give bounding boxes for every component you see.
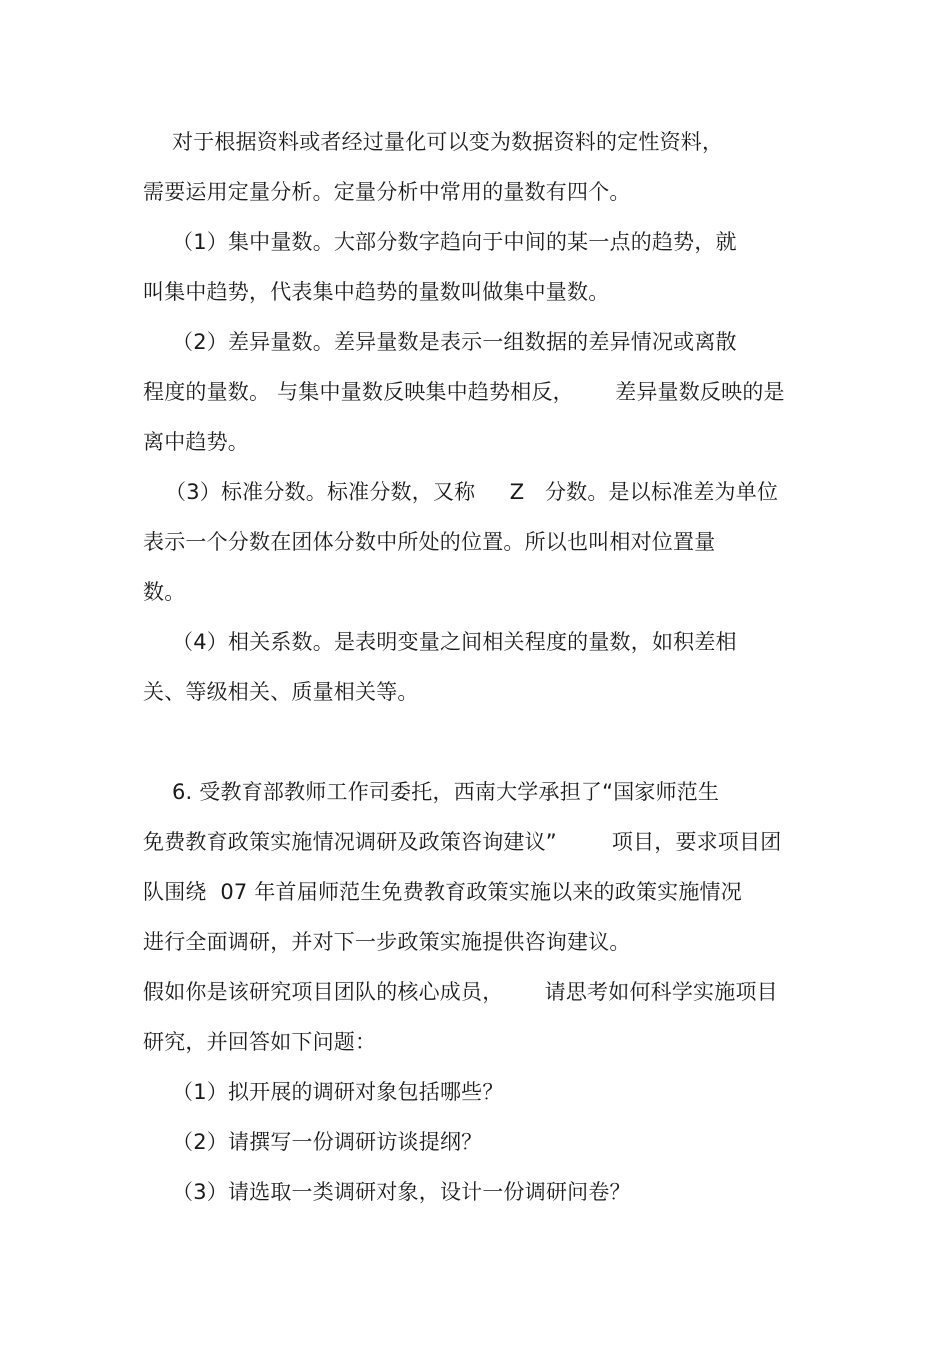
intro-line-2: 需要运用定量分析。定量分析中常用的量数有四个。: [143, 180, 631, 204]
intro-line-1: 对于根据资料或者经过量化可以变为数据资料的定性资料，: [172, 130, 724, 154]
item4-line-1: （4）相关系数。是表明变量之间相关程度的量数，如积差相: [172, 630, 737, 654]
item2-line-3: 离中趋势。: [143, 430, 249, 454]
item3-line-2: 表示一个分数在团体分数中所处的位置。所以也叫相对位置量: [143, 530, 716, 554]
item2-line-2: 程度的量数。 与集中量数反映集中趋势相反， 差异量数反映的是: [143, 380, 785, 404]
question6-line-4: 进行全面调研，并对下一步政策实施提供咨询建议。: [143, 930, 631, 954]
item4-line-2: 关、等级相关、质量相关等。: [143, 680, 419, 704]
sub-question-2: （2）请撰写一份调研访谈提纲？: [172, 1130, 483, 1154]
item1-line-1: （1）集中量数。大部分数字趋向于中间的某一点的趋势，就: [172, 230, 737, 254]
question6-line-3: 队围绕 07 年首届师范生免费教育政策实施以来的政策实施情况: [143, 880, 742, 904]
question6-line-5: 假如你是该研究项目团队的核心成员， 请思考如何科学实施项目: [143, 980, 778, 1004]
question6-line-6: 研究，并回答如下问题：: [143, 1030, 377, 1054]
sub-question-1: （1）拟开展的调研对象包括哪些？: [172, 1080, 504, 1104]
item3-line-3: 数。: [143, 580, 186, 604]
item1-line-2: 叫集中趋势，代表集中趋势的量数叫做集中量数。: [143, 280, 610, 304]
item3-line-1: （3）标准分数。标准分数，又称 Z 分数。是以标准差为单位: [165, 480, 779, 504]
question6-line-2: 免费教育政策实施情况调研及政策咨询建议” 项目，要求项目团: [143, 830, 782, 854]
sub-question-3: （3）请选取一类调研对象，设计一份调研问卷？: [172, 1180, 631, 1204]
question6-line-1: 6. 受教育部教师工作司委托，西南大学承担了“国家师范生: [172, 780, 720, 804]
item2-line-1: （2）差异量数。差异量数是表示一组数据的差异情况或离散: [172, 330, 737, 354]
